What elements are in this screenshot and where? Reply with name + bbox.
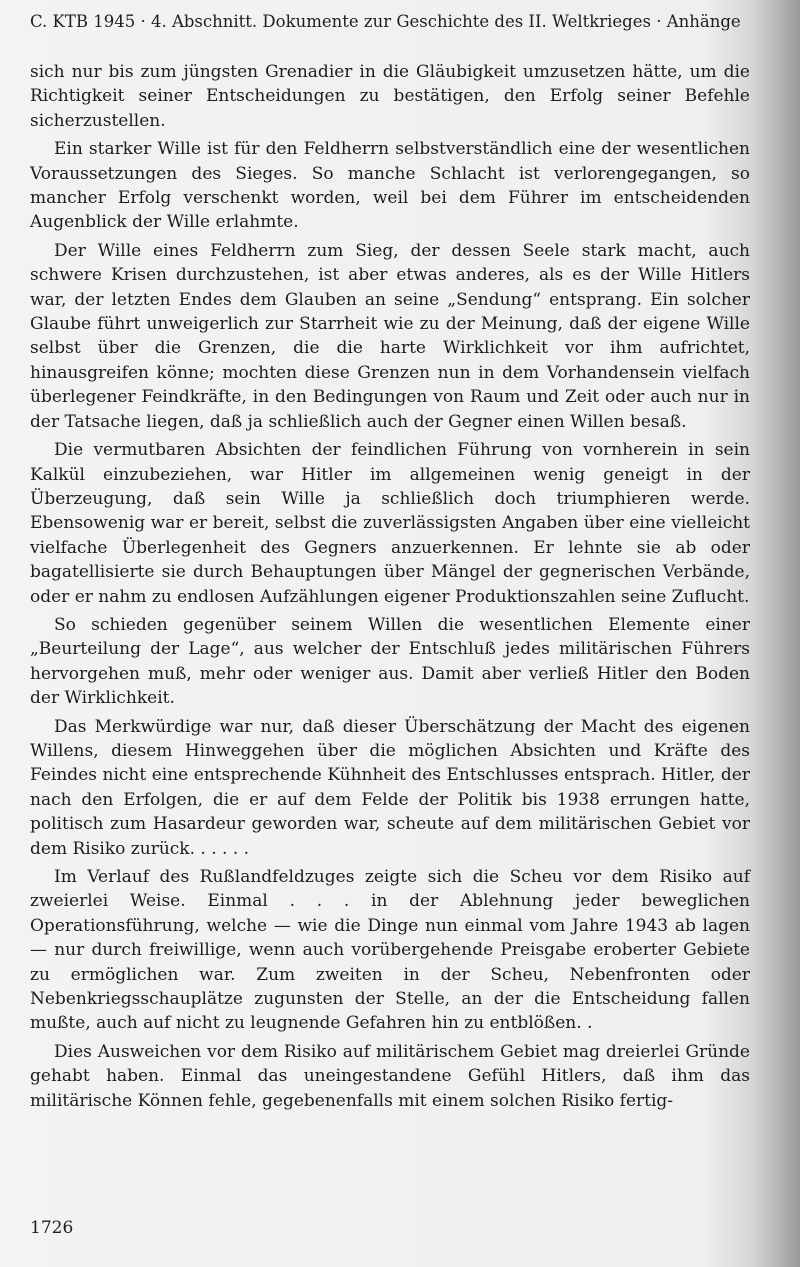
running-head: C. KTB 1945 · 4. Abschnitt. Dokumente zur Geschichte des II. Weltkrieges · Anhänge	[30, 12, 741, 31]
paragraph: Die vermutbaren Absichten der feindlichen Führung von vornherein in sein Kalkül einzubeziehen, war Hitler im allgemeinen wenig geneigt in der Überzeugung, daß sein Wille ja schließlich doch triumphieren werde. Ebensowenig war er bereit, selbst die zuverlässigsten Angaben über eine vielleicht vielfache Überlegenheit des Gegners anzuerkennen. Er lehnte sie ab oder bagatellisierte sie durch Behauptungen über Mängel der gegnerischen Verbände, oder er nahm zu endlosen Aufzählungen eigener Produktionszahlen seine Zuflucht.	[30, 440, 750, 607]
paragraph: Dies Ausweichen vor dem Risiko auf militärischem Gebiet mag dreierlei Gründe gehabt haben. Einmal das uneingestandene Gefühl Hitlers, daß ihm das militärische Können fehle, gegebenenfalls mit einem solchen Risiko fertig-	[30, 1041, 750, 1111]
page-number: 1726	[30, 1218, 74, 1238]
paragraph: Im Verlauf des Rußlandfeldzuges zeigte sich die Scheu vor dem Risiko auf zweierlei Weise. Einmal . . . in der Ablehnung jeder beweglichen Operationsführung, welche — wie die Dinge nun einmal vom Jahre 1943 ab lagen — nur durch freiwillige, wenn auch vorübergehende Preisgabe eroberter Gebiete zu ermöglichen war. Zum zweiten in der Scheu, Nebenfronten oder Nebenkriegsschauplätze zugunsten der Stelle, an der die Entscheidung fallen mußte, auch auf nicht zu leugnende Gefahren hin zu entblößen. .	[30, 867, 750, 1034]
paragraph: Das Merkwürdige war nur, daß dieser Überschätzung der Macht des eigenen Willens, diesem Hinweggehen über die möglichen Absichten und Kräfte des Feindes nicht eine entsprechende Kühnheit des Entschlusses entsprach. Hitler, der nach den Erfolgen, die er auf dem Felde der Politik bis 1938 errungen hatte, politisch zum Hasardeur geworden war, scheute auf dem militärischen Gebiet vor dem Risiko zurück. . . . . .	[30, 716, 750, 859]
paragraph: Ein starker Wille ist für den Feldherrn selbstverständlich eine der wesentlichen Voraussetzungen des Sieges. So manche Schlacht ist verlorengegangen, so mancher Erfolg verschenkt worden, weil bei dem Führer im entscheidenden Augenblick der Wille erlahmte.	[30, 139, 750, 233]
paragraph: Der Wille eines Feldherrn zum Sieg, der dessen Seele stark macht, auch schwere Krisen durchzustehen, ist aber etwas anderes, als es der Wille Hitlers war, der letzten Endes dem Glauben an seine „Sendung“ entsprang. Ein solcher Glaube führt unweigerlich zur Starrheit wie zu der Meinung, daß der eigene Wille selbst über die Grenzen, die die harte Wirklichkeit vor ihm aufrichtet, hinausgreifen könne; mochten diese Grenzen nun in dem Vorhandensein vielfach überlegener Feindkräfte, in den Bedingungen von Raum und Zeit oder auch nur in der Tatsache liegen, daß ja schließlich auch der Gegner einen Willen besaß.	[30, 240, 750, 432]
paragraph: sich nur bis zum jüngsten Grenadier in die Gläubigkeit umzusetzen hätte, um die Richtigkeit seiner Entscheidungen zu bestätigen, den Erfolg seiner Befehle sicherzustellen.	[30, 62, 750, 131]
paragraph: So schieden gegenüber seinem Willen die wesentlichen Elemente einer „Beurteilung der Lage“, aus welcher der Entschluß jedes militärischen Führers hervorgehen muß, mehr oder weniger aus. Damit aber verließ Hitler den Boden der Wirklichkeit.	[30, 614, 750, 709]
body-text	[30, 60, 750, 1117]
